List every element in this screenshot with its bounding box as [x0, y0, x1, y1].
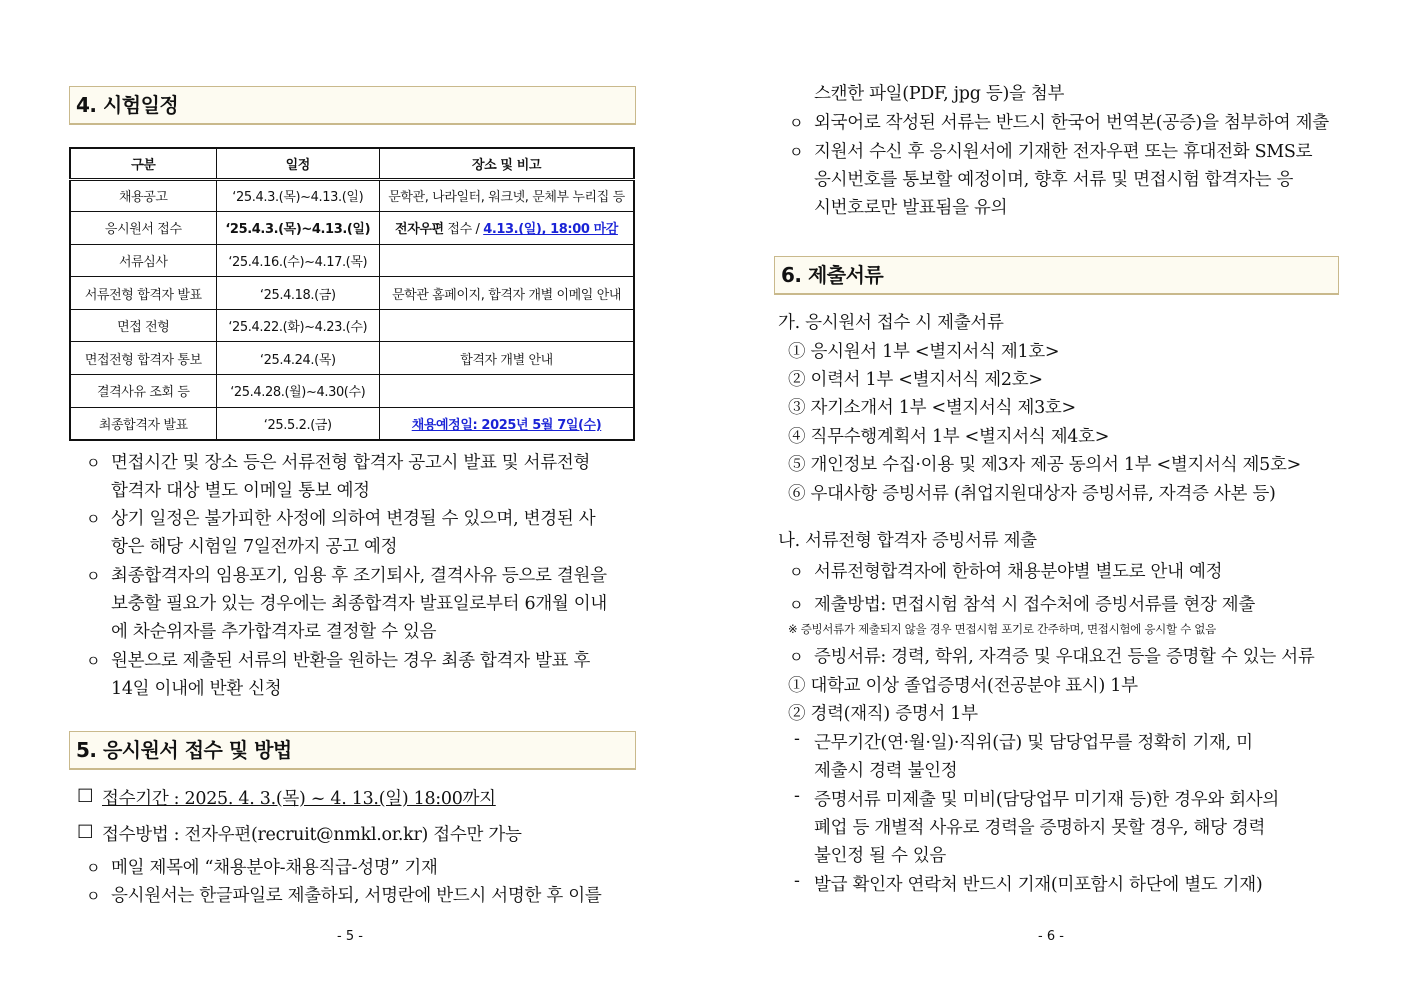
b-note-2: 제출방법: 면접시험 참석 시 접수처에 증빙서류를 현장 제출	[814, 595, 1255, 615]
bullet-symbol: ㅇ	[789, 596, 804, 614]
b-doc-1: ① 대학교 이상 졸업증명서(전공분야 표시) 1부	[788, 676, 1138, 696]
note-4-line-1: 원본으로 제출된 서류의 반환을 원하는 경우 최종 합격자 발표 후	[111, 651, 591, 671]
note-2-line-2: 항은 해당 시험일 7일전까지 공고 예정	[111, 537, 398, 557]
cell-date: ‘25.4.16.(수)~4.17.(목)	[216, 244, 379, 277]
dash-2-line-3: 불인정 될 수 있음	[814, 846, 947, 866]
header-note: 장소 및 비고	[379, 148, 634, 179]
cell-category: 서류전형 합격자 발표	[70, 277, 216, 310]
page-number: - 5 -	[337, 929, 363, 944]
header-date: 일정	[216, 148, 379, 179]
cell-note: 문학관, 나라일터, 워크넷, 문체부 누리집 등	[379, 179, 634, 212]
table-header-row	[70, 148, 634, 179]
bullet-symbol: ㅇ	[789, 563, 804, 581]
table-row	[70, 375, 634, 408]
note-2-line-1: 상기 일정은 불가피한 사정에 의하여 변경될 수 있으며, 변경된 사	[111, 509, 596, 529]
dash-1-line-2: 제출시 경력 불인정	[814, 761, 958, 781]
receipt-note-line-2: 응시번호를 통보할 예정이며, 향후 서류 및 면접시험 합격자는 응	[814, 170, 1294, 190]
table-row	[70, 244, 634, 277]
cell-category: 면접전형 합격자 통보	[70, 342, 216, 375]
continued-line: 스캔한 파일(PDF, jpg 등)을 첨부	[814, 84, 1065, 104]
dash-symbol: -	[794, 871, 800, 891]
cell-category: 채용공고	[70, 179, 216, 212]
table-row	[70, 309, 634, 342]
cell-date: ‘25.4.24.(목)	[216, 342, 379, 375]
application-file-note: 응시원서는 한글파일로 제출하되, 서명란에 반드시 서명한 후 이를	[111, 886, 602, 906]
bullet-symbol: ㅇ	[86, 454, 101, 472]
doc-a-3: ③ 자기소개서 1부 <별지서식 제3호>	[788, 398, 1076, 418]
dash-2-line-2: 폐업 등 개별적 사유로 경력을 증명하지 못할 경우, 해당 경력	[814, 818, 1266, 838]
dash-symbol: -	[794, 786, 800, 806]
doc-a-4: ④ 직무수행계획서 1부 <별지서식 제4호>	[788, 427, 1110, 447]
cell-note: 문학관 홈페이지, 합격자 개별 이메일 안내	[379, 277, 634, 310]
b-small-note: ※ 증빙서류가 제출되지 않을 경우 면접시험 포기로 간주하며, 면접시험에 응시할 수 없음	[788, 622, 1216, 636]
header-category: 구분	[70, 148, 216, 179]
cell-category: 최종합격자 발표	[70, 407, 216, 440]
deadline-link[interactable]: 4.13.(일), 18:00 마감	[483, 222, 618, 238]
bullet-symbol: ㅇ	[86, 859, 101, 877]
cell-category: 서류심사	[70, 244, 216, 277]
cell-category: 결격사유 조회 등	[70, 375, 216, 408]
dash-1-line-1: 근무기간(연·월·일)·직위(급) 및 담당업무를 정확히 기재, 미	[814, 733, 1253, 753]
cell-note	[379, 244, 634, 277]
note-3-line-1: 최종합격자의 임용포기, 임용 후 조기퇴사, 결격사유 등으로 결원을	[111, 566, 607, 586]
doc-a-5: ⑤ 개인정보 수집·이용 및 제3자 제공 동의서 1부 <별지서식 제5호>	[788, 455, 1301, 475]
box-symbol: □	[77, 785, 94, 805]
cell-date: ‘25.4.3.(목)~4.13.(일)	[216, 212, 379, 245]
subsection-b-title: 나. 서류전형 합격자 증빙서류 제출	[778, 531, 1037, 551]
note-3-line-3: 에 차순위자를 추가합격자로 결정할 수 있음	[111, 622, 437, 642]
note-1-line-2: 합격자 대상 별도 이메일 통보 예정	[111, 481, 370, 501]
subsection-a-title: 가. 응시원서 접수 시 제출서류	[778, 313, 1004, 333]
schedule-table	[69, 147, 635, 441]
note-4-line-2: 14일 이내에 반환 신청	[111, 679, 282, 699]
cell-note	[379, 212, 634, 245]
bullet-symbol: ㅇ	[86, 887, 101, 905]
foreign-doc-note: 외국어로 작성된 서류는 반드시 한국어 번역본(공증)을 첨부하여 제출	[814, 113, 1329, 133]
section-5-header: 5. 응시원서 접수 및 방법	[69, 731, 636, 770]
receipt-note-line-3: 시번호로만 발표됨을 유의	[814, 198, 1008, 218]
doc-a-2: ② 이력서 1부 <별지서식 제2호>	[788, 370, 1043, 390]
bullet-symbol: ㅇ	[789, 648, 804, 666]
table-row	[70, 179, 634, 212]
section-4-header: 4. 시험일정	[69, 86, 636, 125]
bullet-symbol: ㅇ	[86, 567, 101, 585]
bullet-symbol: ㅇ	[789, 114, 804, 132]
cell-date: ‘25.4.22.(화)~4.23.(수)	[216, 309, 379, 342]
dash-symbol: -	[794, 729, 800, 749]
box-symbol: □	[77, 821, 94, 841]
table-row	[70, 342, 634, 375]
note-mid: 접수 /	[443, 222, 484, 238]
doc-a-6: ⑥ 우대사항 증빙서류 (취업지원대상자 증빙서류, 자격증 사본 등)	[788, 484, 1276, 504]
table-row	[70, 407, 634, 440]
cell-category: 응시원서 접수	[70, 212, 216, 245]
cell-date: ‘25.4.28.(월)~4.30(수)	[216, 375, 379, 408]
b-doc-2: ② 경력(재직) 증명서 1부	[788, 704, 978, 724]
dash-3-line-1: 발급 확인자 연락처 반드시 기재(미포함시 하단에 별도 기재)	[814, 875, 1263, 895]
page-6	[702, 0, 1403, 992]
mail-subject-note: 메일 제목에 “채용분야-채용직급-성명” 기재	[111, 858, 438, 878]
cell-note	[379, 309, 634, 342]
b-note-3: 증빙서류: 경력, 학위, 자격증 및 우대요건 등을 증명할 수 있는 서류	[814, 647, 1315, 667]
table-row	[70, 212, 634, 245]
note-1-line-1: 면접시간 및 장소 등은 서류전형 합격자 공고시 발표 및 서류전형	[111, 453, 591, 473]
cell-date: ‘25.5.2.(금)	[216, 407, 379, 440]
cell-note	[379, 407, 634, 440]
application-method: 접수방법 : 전자우편(recruit@nmkl.or.kr) 접수만 가능	[102, 825, 522, 845]
b-note-1: 서류전형합격자에 한하여 채용분야별 별도로 안내 예정	[814, 562, 1223, 582]
note-bold: 전자우편	[395, 222, 444, 238]
page-number: - 6 -	[1038, 929, 1064, 944]
table-row	[70, 277, 634, 310]
hire-date-link[interactable]: 채용예정일: 2025년 5월 7일(수)	[411, 417, 602, 433]
cell-note	[379, 375, 634, 408]
bullet-symbol: ㅇ	[789, 143, 804, 161]
cell-date: ‘25.4.3.(목)~4.13.(일)	[216, 179, 379, 212]
cell-date: ‘25.4.18.(금)	[216, 277, 379, 310]
cell-note: 합격자 개별 안내	[379, 342, 634, 375]
note-3-line-2: 보충할 필요가 있는 경우에는 최종합격자 발표일로부터 6개월 이내	[111, 594, 608, 614]
application-period: 접수기간 : 2025. 4. 3.(목) ~ 4. 13.(일) 18:00까지	[102, 789, 496, 809]
bullet-symbol: ㅇ	[86, 510, 101, 528]
section-6-header: 6. 제출서류	[774, 256, 1339, 295]
dash-2-line-1: 증명서류 미제출 및 미비(담당업무 미기재 등)한 경우와 회사의	[814, 790, 1280, 810]
receipt-note-line-1: 지원서 수신 후 응시원서에 기재한 전자우편 또는 휴대전화 SMS로	[814, 142, 1313, 162]
cell-category: 면접 전형	[70, 309, 216, 342]
bullet-symbol: ㅇ	[86, 652, 101, 670]
doc-a-1: ① 응시원서 1부 <별지서식 제1호>	[788, 342, 1060, 362]
